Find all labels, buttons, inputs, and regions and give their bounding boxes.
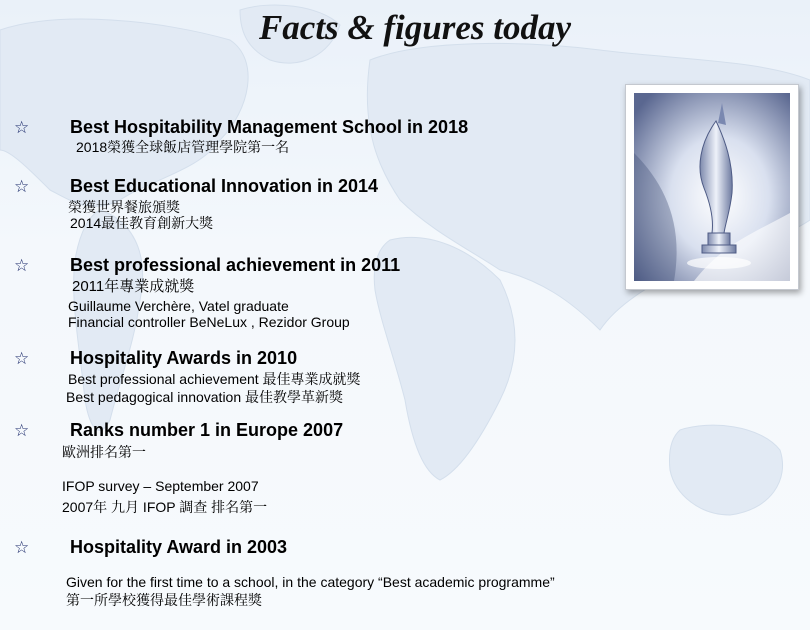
star-outline-icon: ☆ — [14, 177, 30, 196]
page-title: Facts & figures today — [258, 8, 572, 47]
item-line: Financial controller BeNeLux , Rezidor Group — [68, 314, 350, 330]
item-heading: Hospitality Awards in 2010 — [70, 348, 298, 368]
item-heading: Ranks number 1 in Europe 2007 — [70, 420, 344, 440]
star-outline-icon: ☆ — [14, 538, 30, 557]
star-outline-icon: ☆ — [14, 421, 30, 440]
star-outline-icon: ☆ — [14, 349, 30, 368]
star-outline-icon: ☆ — [14, 256, 30, 275]
item-line: Best pedagogical innovation 最佳教學革新獎 — [66, 389, 344, 405]
trophy-icon — [634, 93, 790, 281]
item-heading: Hospitality Award in 2003 — [70, 537, 288, 557]
item-line: 2018榮獲全球飯店管理學院第一名 — [76, 139, 290, 155]
item-line: Given for the first time to a school, in the category “Best academic programme” — [66, 574, 555, 590]
item-heading: Best professional achievement in 2011 — [70, 255, 401, 275]
item-heading: Best Educational Innovation in 2014 — [70, 176, 379, 196]
item-line: 榮獲世界餐旅頒獎 — [68, 199, 180, 215]
item-line: Guillaume Verchère, Vatel graduate — [68, 298, 289, 314]
item-line: 2007年 九月 IFOP 調查 排名第一 — [62, 499, 268, 515]
item-line: 2014最佳教育創新大獎 — [70, 215, 214, 231]
item-line: 第一所學校獲得最佳學術課程獎 — [66, 592, 262, 608]
item-line: IFOP survey – September 2007 — [62, 478, 259, 494]
trophy-image — [625, 84, 799, 290]
item-line: Best professional achievement 最佳專業成就獎 — [68, 371, 361, 387]
item-line: 2011年專業成就獎 — [72, 278, 195, 295]
item-line: 歐洲排名第一 — [62, 444, 146, 460]
item-heading: Best Hospitability Management School in 2018 — [70, 117, 469, 137]
star-outline-icon: ☆ — [14, 118, 30, 137]
